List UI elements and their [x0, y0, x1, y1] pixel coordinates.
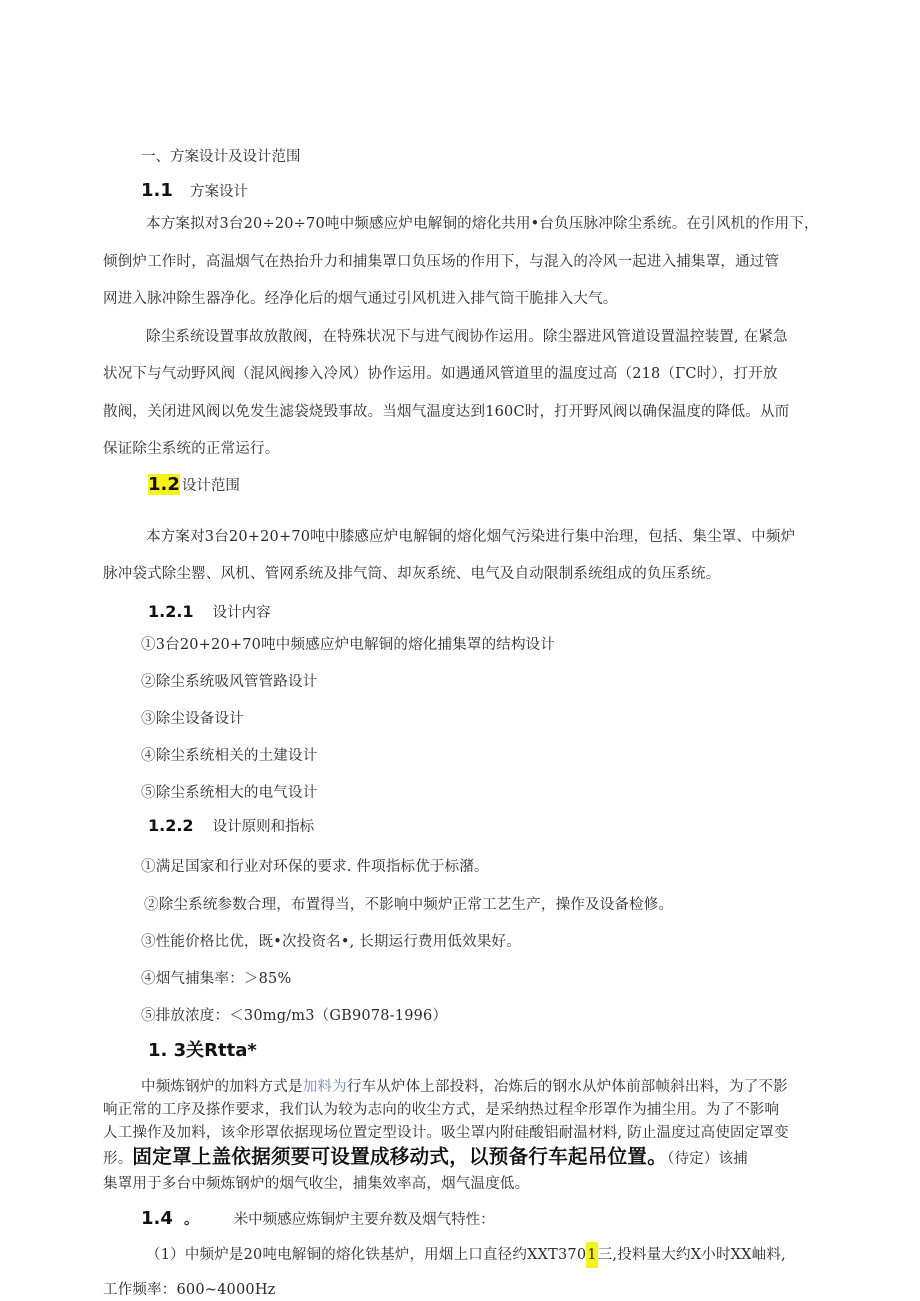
- paragraph-line: 散阀，关闭进风阀以免发生滤袋烧毁事故。当烟气温度达到160C时，打开野风阀以确保温度的降低。从而: [103, 404, 790, 420]
- paragraph-line: [146, 1242, 786, 1268]
- heading-1-2-1: [148, 601, 271, 622]
- paragraph-line: 本方案拟对3台20÷20÷70吨中频感应炉电解铜的熔化共用•台负压脉冲除尘系统。在引风机的作用下，: [146, 216, 819, 232]
- paragraph-line: 响正常的工序及搽作要求，我们认为较为志向的收尘方式，是采纳热过程伞形罩作为捕尘用。为了不影响: [103, 1102, 780, 1118]
- paragraph-line: 除尘系统设置事故放散阀，在特殊状况下与进气阀协作运用。除尘器进风管道设置温控装置, 在紧急: [146, 329, 788, 345]
- heading-text: 方案设计: [189, 184, 248, 200]
- text-run: 形。: [103, 1151, 133, 1167]
- heading-text: 设计原则和指标: [212, 819, 315, 835]
- paragraph-line: 人工操作及加料，该伞形罩依据现场位置定型设计。吸尘罩内附硅酸铝耐温材料, 防止温度过高使固定罩变: [103, 1125, 789, 1141]
- paragraph-line: 本方案对3台20+20+70吨中膝感应炉电解铜的熔化烟气污染进行集中治理，包括、集尘罩、中频炉: [146, 529, 796, 545]
- list-item: ⑤排放浓度：＜30mg∕m3（GB9078-1996）: [141, 1008, 448, 1024]
- paragraph-line: 保证除尘系统的正常运行。: [103, 441, 280, 457]
- paragraph-line: 脉冲袋式除尘罂、风机、管网系统及排气筒、却灰系统、电气及自动限制系统组成的负压系统。: [103, 566, 721, 582]
- heading-number: 1.2: [148, 474, 180, 495]
- text-run: 中频炼钢炉的加料方式是: [141, 1079, 303, 1095]
- text-run: 行车从炉体上部投料，冶炼后的钢水从炉体前部帧斜出料，为了不影: [346, 1079, 788, 1095]
- heading-1-2: [148, 474, 240, 495]
- paragraph-line: [103, 1141, 748, 1169]
- heading-number: 1.1: [141, 180, 173, 201]
- paragraph-line: 工作频率：600~4000Hz: [103, 1282, 276, 1298]
- heading-number: 1.2.2: [148, 816, 194, 835]
- paragraph-line: 倾倒炉工作时，高温烟气在热抬升力和捕集罩口负压场的作用下，与混入的冷风一起进入捕集罩，通过管: [103, 254, 780, 270]
- highlighted-text: 1: [586, 1242, 597, 1268]
- heading-number: 1.2.1: [148, 602, 194, 621]
- paragraph-line: 集罩用于多台中频炼钢炉的烟气收尘，捕集效率高，烟气温度低。: [103, 1176, 530, 1192]
- list-item: ③性能价格比优，既•次投资名•, 长期运行费用低效果好。: [141, 934, 521, 950]
- section-title: 一、方案设计及设计范围: [141, 149, 301, 165]
- heading-text: 设计范围: [181, 478, 240, 494]
- list-item: ②除尘系统吸风管管路设计: [141, 674, 318, 690]
- list-item: ④除尘系统相关的土建设计: [141, 748, 318, 764]
- heading-number: 1.4: [141, 1208, 173, 1229]
- text-run: 三,投料量大约X小时XX岫料,: [597, 1247, 786, 1263]
- heading-number: 1. 3: [148, 1040, 187, 1061]
- text-run: （1）中频炉是20吨电解铜的熔化铁基炉，用烟上口直径约XXT370: [146, 1247, 587, 1263]
- text-run: （待定）该捕: [667, 1151, 748, 1167]
- list-item: ①3台20+20+70吨中频感应炉电解铜的熔化捕集罩的结构设计: [141, 637, 556, 653]
- heading-text: 设计内容: [212, 605, 271, 621]
- heading-text: 米中频感应炼铜炉主要弁数及烟气特性：: [233, 1212, 495, 1228]
- heading-1-4: [141, 1208, 495, 1229]
- heading-text: 关Rtta*: [186, 1040, 257, 1061]
- list-item: ⑤除尘系统相大的电气设计: [141, 785, 318, 801]
- inline-link-text: 加料为: [302, 1079, 347, 1095]
- paragraph-line: 状况下与气动野风阀（混风阀掺入冷风）协作运用。如遇通风管道里的温度过高（218（ΓC时），打开放: [103, 366, 778, 382]
- paragraph-line: [141, 1075, 788, 1096]
- list-item: ②除尘系统参数合理，布置得当，不影响中频炉正常工艺生产，操作及设备检修。: [144, 897, 674, 913]
- heading-1-2-2: [148, 815, 314, 836]
- emphasized-text: 固定罩上盖依据须要可设置成移动式，以预备行车起吊位置。: [132, 1145, 668, 1168]
- list-item: ③除尘设备设计: [141, 711, 244, 727]
- heading-bullet: 。: [183, 1211, 199, 1228]
- heading-1-3: [148, 1036, 257, 1062]
- paragraph-line: 网进入脉冲除生器净化。经净化后的烟气通过引风机进入排气筒干脆排入大气。: [103, 291, 618, 307]
- list-item: ①满足国家和行业对环保的要求. 件项指标优于标潴。: [141, 859, 489, 875]
- list-item: ④烟气捕集率：＞85%: [141, 971, 292, 987]
- heading-1-1: [141, 180, 248, 201]
